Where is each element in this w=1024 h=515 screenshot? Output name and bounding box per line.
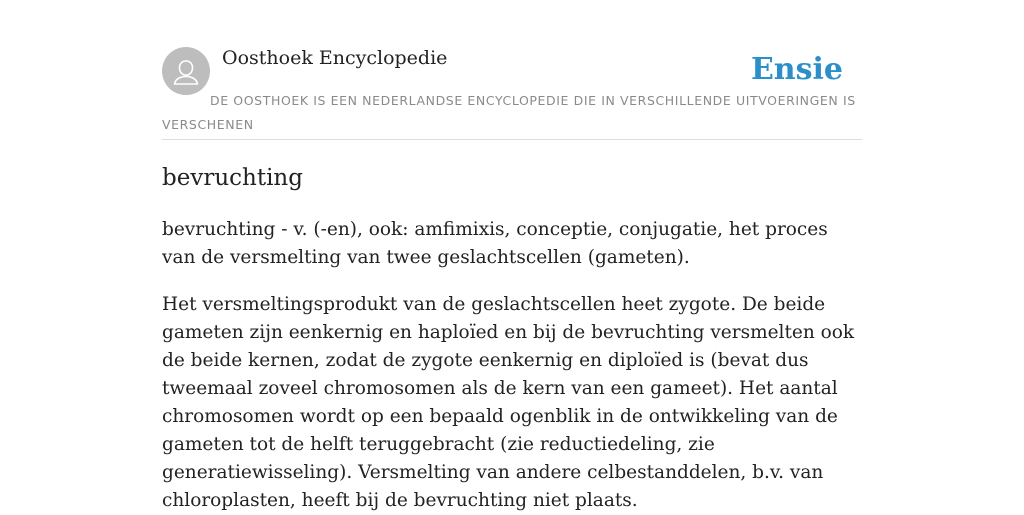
encyclopedia-page [162,0,862,512]
entry-title: bevruchting [162,165,303,191]
entry-definition-paragraph: bevruchting - v. (-en), ook: amfimixis, conceptie, conjugatie, het proces van de versmelting van twee geslachtscellen (gameten). [162,219,828,268]
user-avatar-icon[interactable] [162,47,210,95]
source-description: DE OOSTHOEK IS EEN NEDERLANDSE ENCYCLOPEDIE DIE IN VERSCHILLENDE UITVOERINGEN IS VERSCHENEN [162,93,856,132]
brand-logo[interactable]: Ensie [750,52,843,87]
source-title-link[interactable]: Oosthoek Encyclopedie [222,47,448,69]
entry-body-paragraph: Het versmeltingsprodukt van de geslachtscellen heet zygote. De beide gameten zijn eenkernig en haploïed en bij de bevruchting versmelten ook de beide kernen, zodat de zygote eenkernig en diploïed is (bevat dus tweemaal zoveel chromosomen als de kern van een gameet). Het aantal chromosomen wordt op een bepaald ogenblik in de ontwikkeling van de gameten tot de helft teruggebracht (zie reductiedeling, zie generatiewisseling). Versmelting van andere celbestanddelen, b.v. van chloroplasten, heeft bij de bevruchting niet plaats. [162,294,855,511]
header-divider [162,139,862,140]
avatar-silhouette-icon [162,47,210,95]
